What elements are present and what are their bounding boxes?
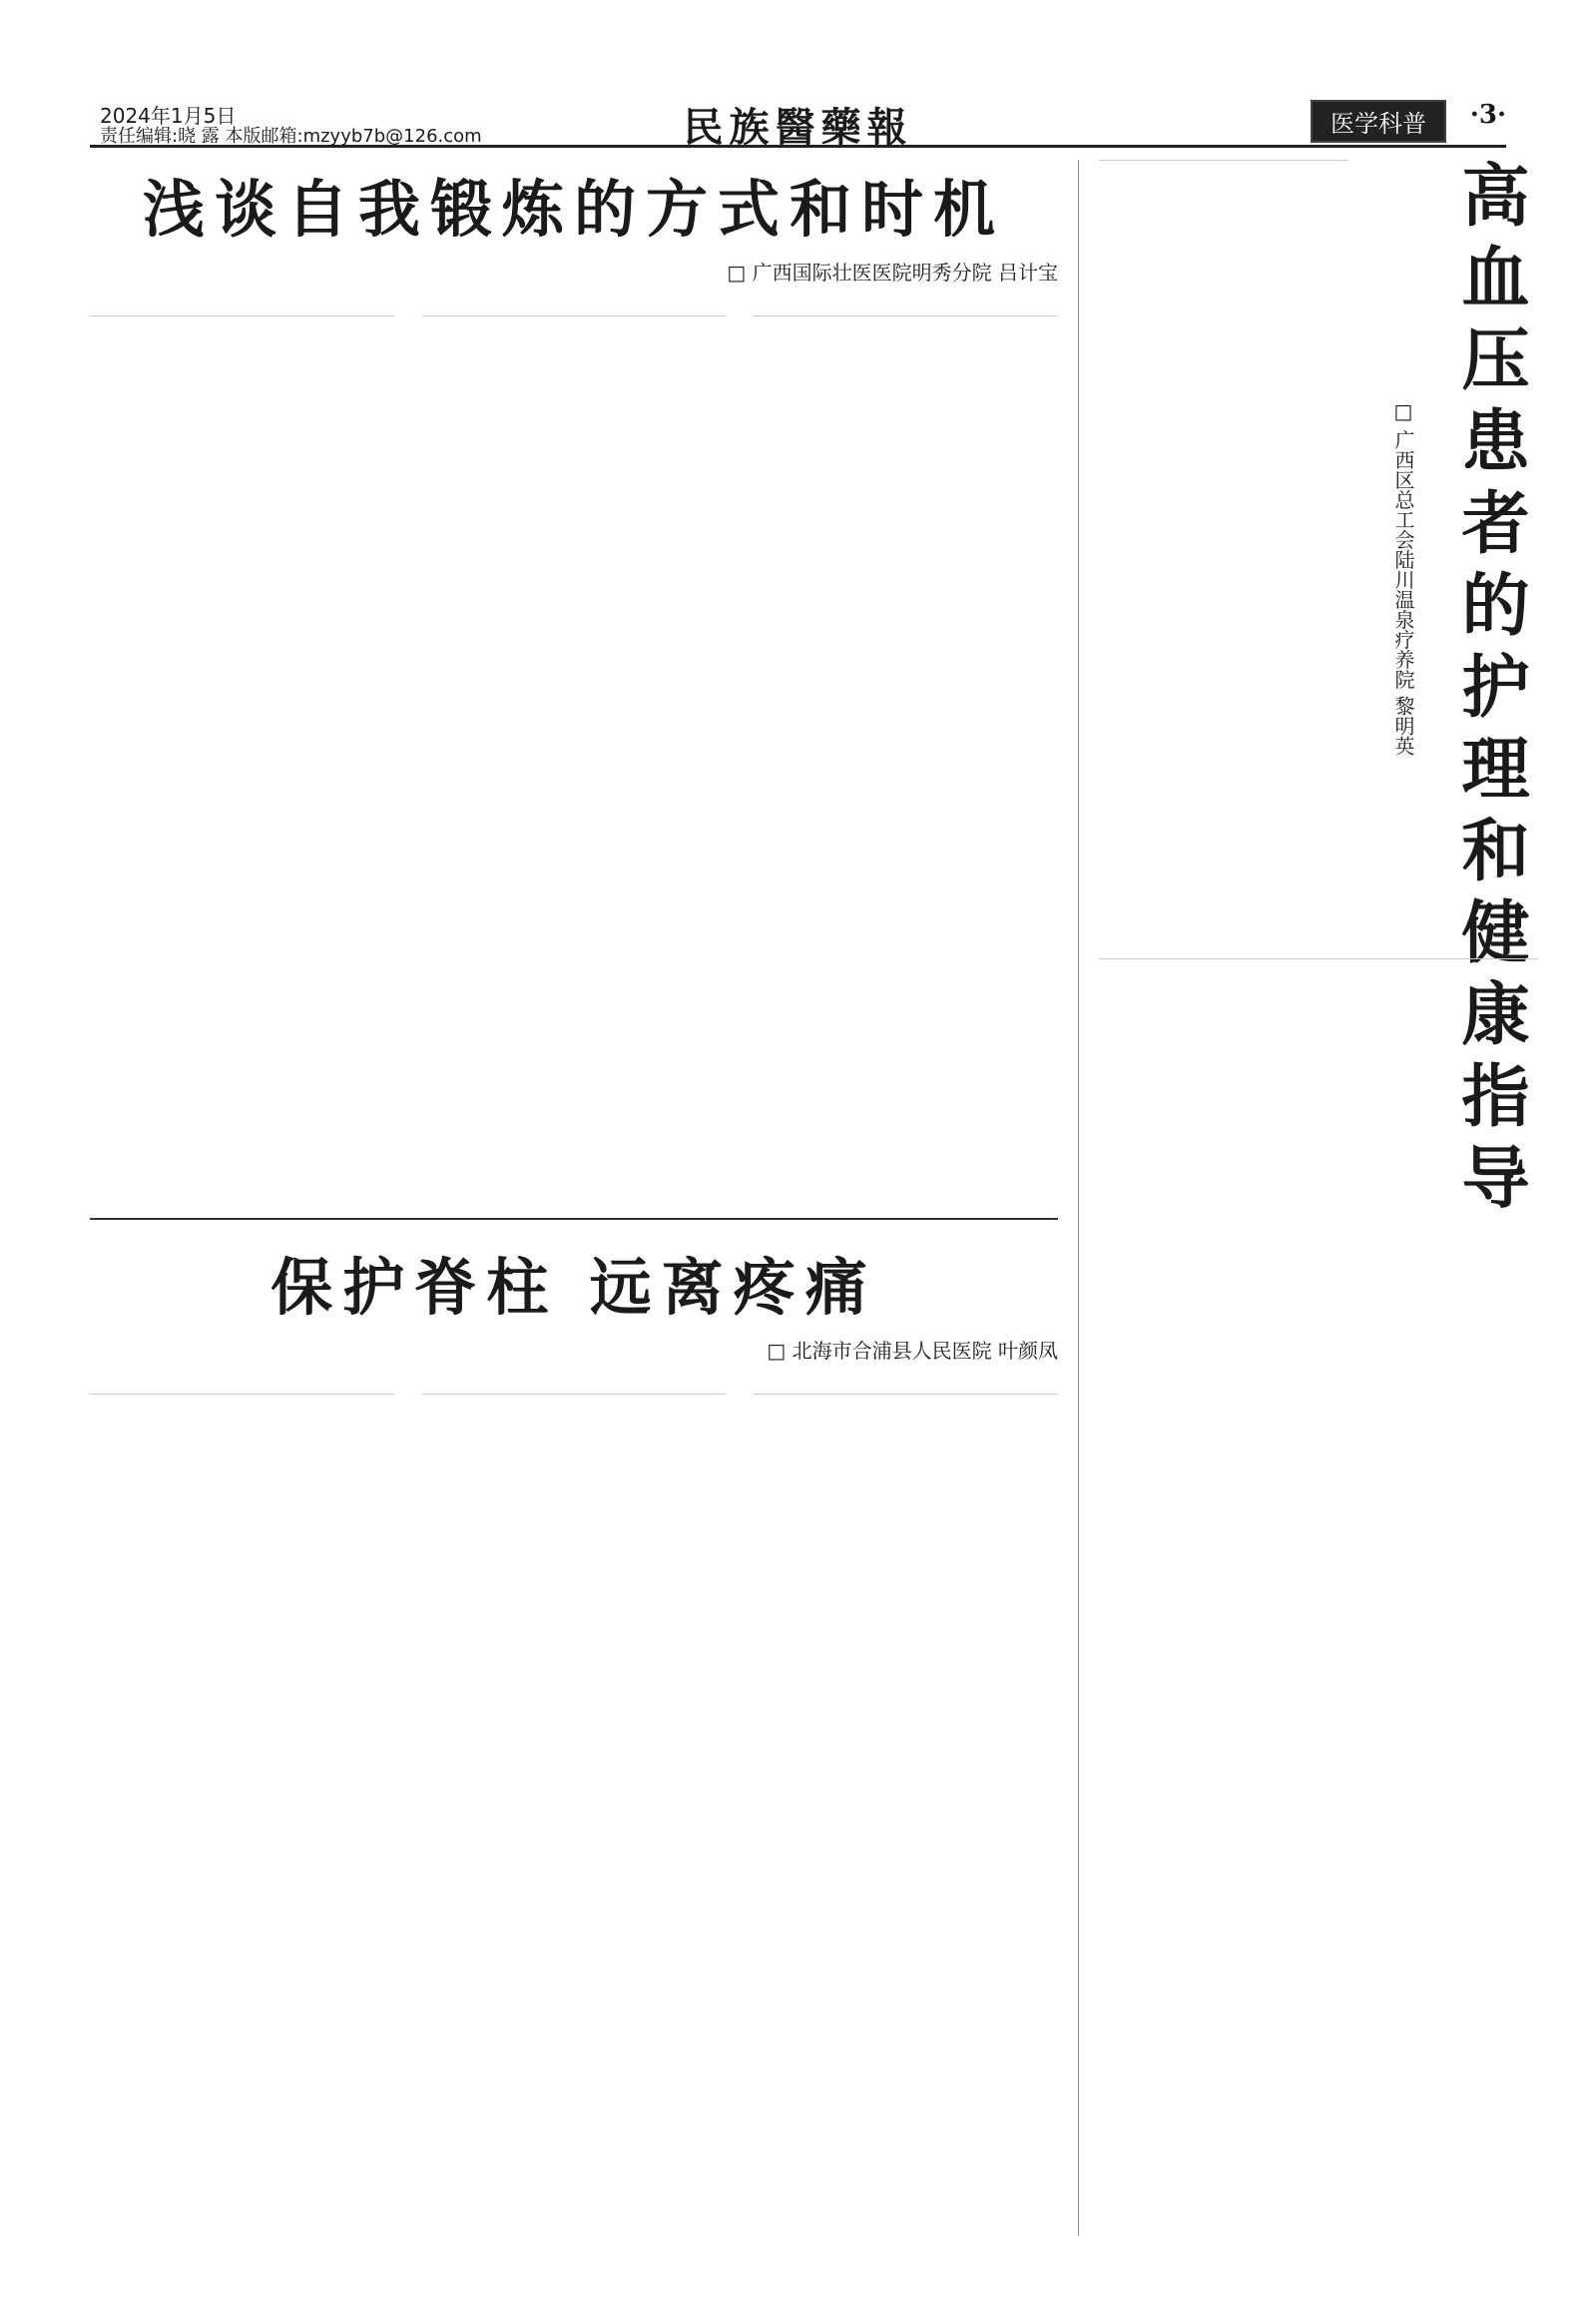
article-column [90, 315, 394, 1195]
article-byline: □ 广西区总工会陆川温泉疗养院 黎明英 [1391, 399, 1415, 756]
article-column [422, 1394, 727, 2153]
section-divider [90, 1218, 1058, 1220]
article-column [90, 1394, 394, 2153]
page-number: ·3· [1469, 100, 1506, 130]
article-column [754, 1394, 1058, 2153]
article-title: 高血压患者的护理和健康指导 [1450, 160, 1529, 1224]
article-column [1099, 958, 1538, 2207]
article-spine [90, 1238, 1058, 2153]
section-badge: 医学科普 [1311, 100, 1446, 143]
article-columns [90, 1394, 1058, 2153]
article-exercise [90, 160, 1058, 1195]
article-byline: □ 广西国际壮医医院明秀分院 吕计宝 [727, 261, 1058, 285]
paper-name: 民族醫藥報 [683, 104, 913, 151]
editor-line: 责任编辑:晓 露 本版邮箱:mzyyb7b@126.com [100, 126, 482, 147]
article-hypertension [1078, 160, 1538, 2236]
article-columns [90, 315, 1058, 1195]
article-column [754, 315, 1058, 1195]
article-title: 浅谈自我锻炼的方式和时机 [142, 173, 1005, 246]
masthead [90, 96, 1506, 151]
masthead-rule [90, 145, 1506, 148]
article-column [422, 315, 727, 1195]
article-byline: □ 北海市合浦县人民医院 叶颜凤 [767, 1339, 1058, 1363]
issue-date: 2024年1月5日 [100, 104, 237, 128]
article-title: 保护脊柱 远离疼痛 [270, 1251, 877, 1324]
article-column [1099, 160, 1348, 919]
